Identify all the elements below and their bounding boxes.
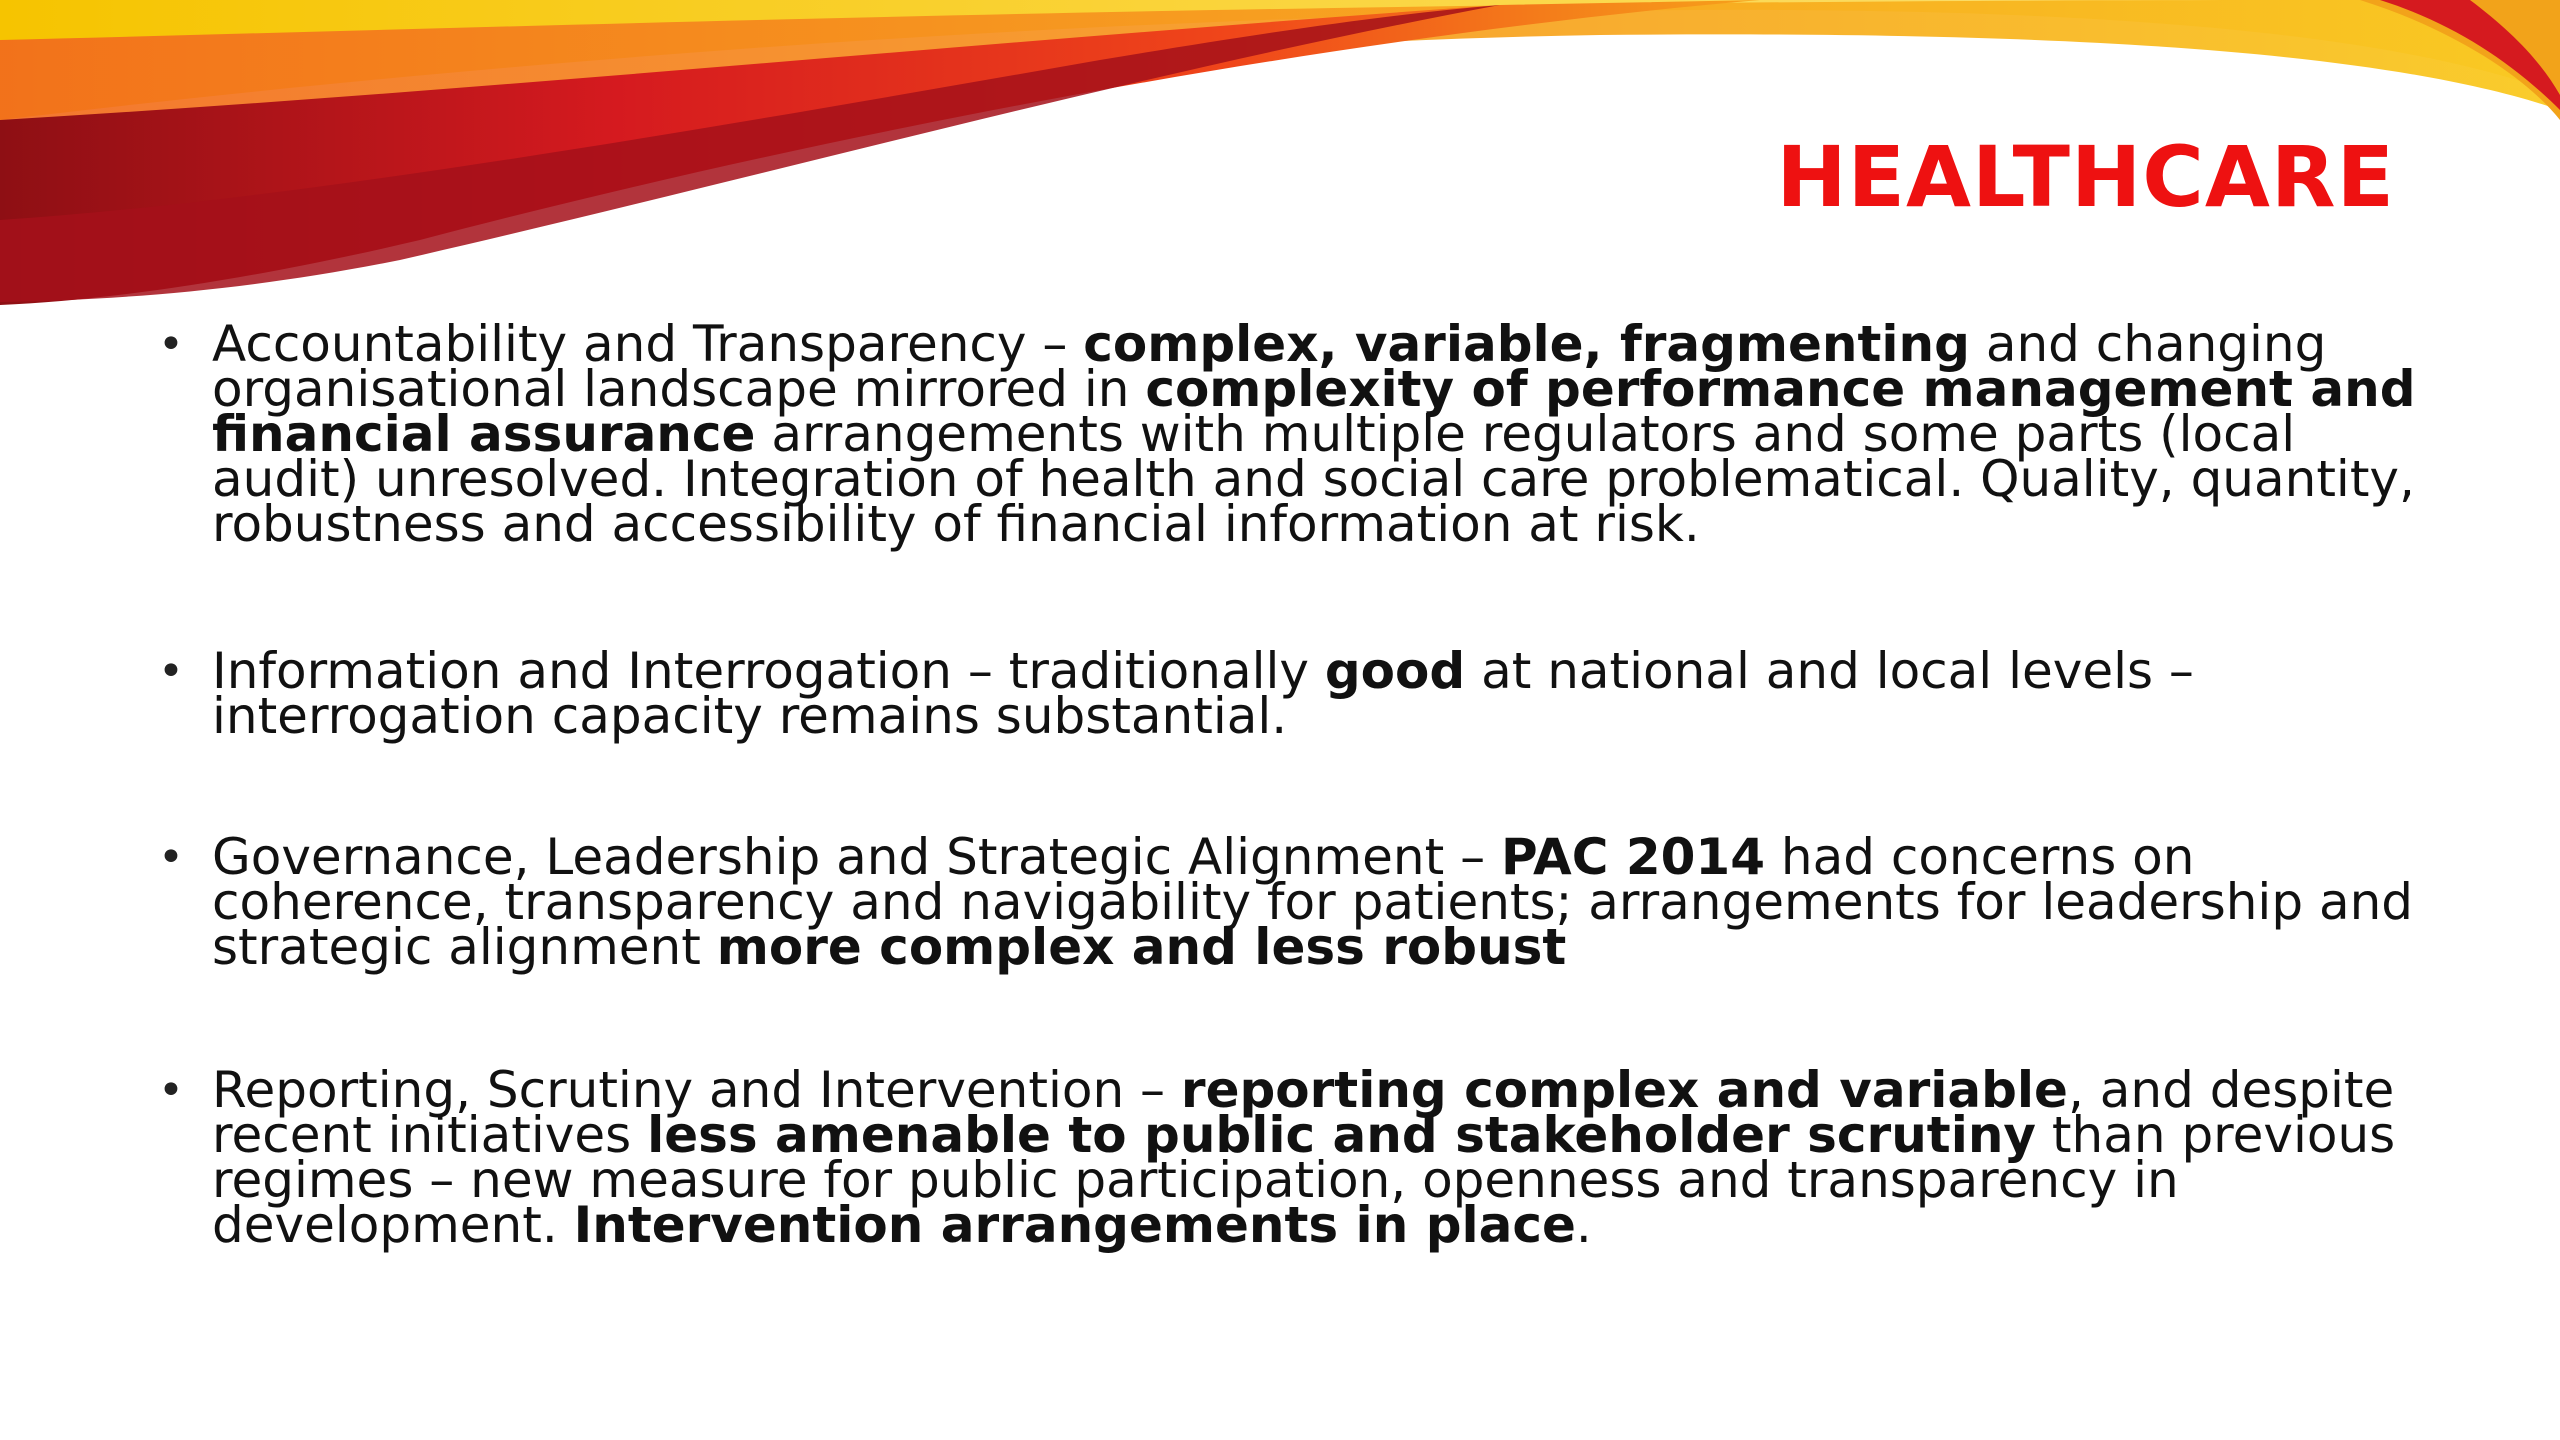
bullet-emphasis: less amenable to public and stakeholder scrutiny — [647, 1106, 2037, 1164]
bullet-text: arrangements with multiple regulators and some parts (local audit) unresolved. Integration of health and social care problematical. Quality, quantity, robustness and accessibility of financial information at risk. — [212, 405, 2415, 553]
bullet-text: . — [1575, 1196, 1592, 1254]
bullet-text: Accountability and Transparency – — [212, 315, 1084, 373]
bullet-emphasis: complex, variable, fragmenting — [1083, 315, 1970, 373]
bullet-text: Information and Interrogation – traditionally — [212, 642, 1325, 700]
bullet-emphasis: PAC 2014 — [1500, 828, 1765, 886]
bullet-text: , and despite recent initiatives — [212, 1061, 2395, 1164]
bullet-emphasis: more complex and less robust — [716, 918, 1567, 976]
bullet-accountability-transparency — [150, 315, 2420, 553]
bullet-text: had concerns on coherence, transparency and navigability for patients; arrangements for leadership and strategic alignment — [212, 828, 2414, 976]
bullet-reporting-scrutiny — [150, 1061, 2420, 1254]
bullet-text: at national and local levels – interrogation capacity remains substantial. — [212, 642, 2194, 745]
bullet-information-interrogation — [150, 642, 2420, 745]
bullet-list — [150, 315, 2420, 1254]
bullet-emphasis: good — [1324, 642, 1466, 700]
slide-title: HEALTHCARE — [1776, 128, 2395, 226]
bullet-emphasis: Intervention arrangements in place — [573, 1196, 1576, 1254]
bullet-text: Governance, Leadership and Strategic Alignment – — [212, 828, 1501, 886]
bullet-governance-leadership — [150, 828, 2420, 976]
bullet-emphasis: complexity of performance management and financial assurance — [212, 360, 2416, 463]
bullet-text: and changing organisational landscape mirrored in — [212, 315, 2327, 418]
bullet-text: than previous regimes – new measure for public participation, openness and transparency in development. — [212, 1106, 2396, 1254]
bullet-text: Reporting, Scrutiny and Intervention – — [212, 1061, 1181, 1119]
bullet-emphasis: reporting complex and variable — [1180, 1061, 2068, 1119]
